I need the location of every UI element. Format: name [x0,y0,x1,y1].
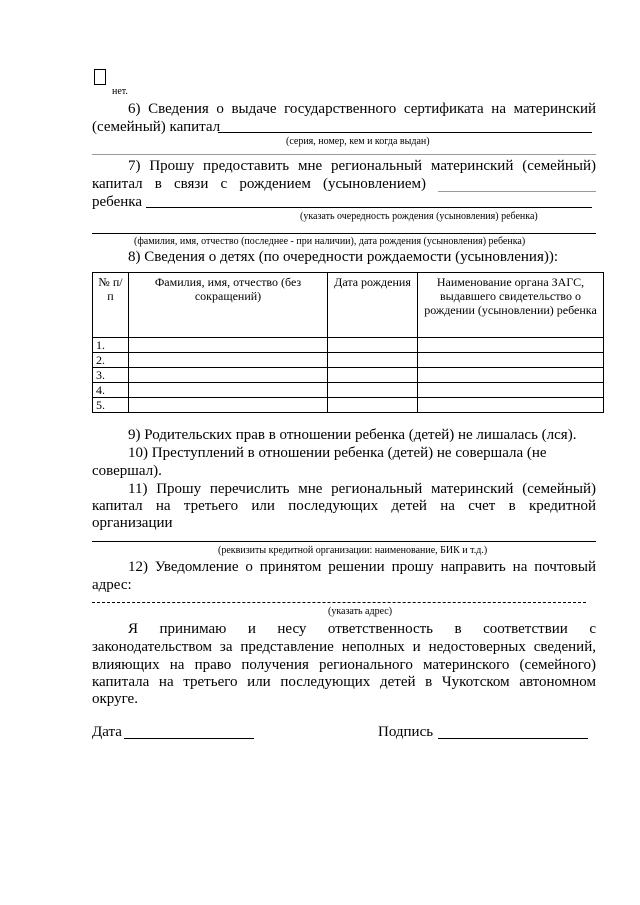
row-number: 1. [93,338,129,353]
s11-caption: (реквизиты кредитной организации: наименование, БИК и т.д.) [218,545,488,556]
resp-line5: округе. [92,691,138,707]
birthdate-cell[interactable] [328,338,418,353]
table-header-row [93,273,604,338]
s10-line2: совершал). [92,463,162,479]
registry-office-cell[interactable] [418,368,604,383]
resp-line2: законодательством за представление неполных и недостоверных сведений, [92,639,596,655]
child-details-field[interactable] [92,233,596,234]
birthdate-cell[interactable] [328,368,418,383]
no-checkbox-label: нет. [112,86,128,97]
birth-order-field[interactable] [438,191,596,192]
fullname-cell[interactable] [129,368,328,383]
bank-details-field[interactable] [92,541,596,542]
birthdate-cell[interactable] [328,398,418,413]
fullname-cell[interactable] [129,383,328,398]
child-field[interactable] [146,207,592,208]
table-row [93,338,604,353]
s12-line2: адрес: [92,577,132,593]
col-header-number: № п/п [93,273,129,338]
birthdate-cell[interactable] [328,383,418,398]
birthdate-cell[interactable] [328,353,418,368]
fullname-cell[interactable] [129,353,328,368]
s7-line1: 7) Прошу предоставить мне региональный материнский (семейный) [128,158,596,174]
registry-office-cell[interactable] [418,398,604,413]
resp-line1: Я принимаю и несу ответственность в соответствии с [128,621,596,637]
s6-caption: (серия, номер, кем и когда выдан) [286,136,430,147]
s7-caption1: (указать очередность рождения (усыновления) ребенка) [300,211,538,222]
date-label: Дата [92,724,122,740]
address-field[interactable] [92,602,586,603]
registry-office-cell[interactable] [418,353,604,368]
s11-line3: организации [92,515,173,531]
fullname-cell[interactable] [129,338,328,353]
col-header-fullname: Фамилия, имя, отчество (без сокращений) [129,273,328,338]
row-number: 2. [93,353,129,368]
signature-label: Подпись [378,724,434,740]
registry-office-cell[interactable] [418,338,604,353]
row-number: 5. [93,398,129,413]
date-field[interactable] [124,738,254,739]
s10-line1: 10) Преступлений в отношении ребенка (детей) не совершала (не [128,445,547,461]
signature-field[interactable] [438,738,588,739]
s6-extra-line [92,154,596,155]
resp-line3: влияющих на право получения регионального материнского (семейного) [92,657,596,673]
s7-line3: ребенка [92,194,142,210]
table-row [93,353,604,368]
s11-line1: 11) Прошу перечислить мне региональный материнский (семейный) [128,481,596,497]
certificate-field[interactable] [218,132,592,133]
col-header-registry-office: Наименование органа ЗАГС, выдавшего свидетельство о рождении (усыновлении) ребенка [418,273,604,338]
col-header-birthdate: Дата рождения [328,273,418,338]
s6-line2: (семейный) капитал [92,119,221,135]
s7-caption2: (фамилия, имя, отчество (последнее - при наличии), дата рождения (усыновления) ребенка) [134,236,526,247]
s9-text: 9) Родительских прав в отношении ребенка (детей) не лишалась (лся). [128,427,577,443]
s12-line1: 12) Уведомление о принятом решении прошу направить на почтовый [128,559,596,575]
table-row [93,383,604,398]
s7-line2: капитал в связи с рождением (усыновлением) [92,176,426,192]
s11-line2: капитал на третьего или последующих детей на счет в кредитной [92,498,596,514]
row-number: 3. [93,368,129,383]
registry-office-cell[interactable] [418,383,604,398]
s8-text: 8) Сведения о детях (по очередности рождаемости (усыновления)): [128,249,559,265]
row-number: 4. [93,383,129,398]
s12-caption: (указать адрес) [328,606,393,617]
no-checkbox[interactable] [94,69,106,85]
table-row [93,368,604,383]
table-row [93,398,604,413]
resp-line4: капитала на третьего или последующих детей в Чукотском автономном [92,674,596,690]
children-table [92,272,604,413]
s6-line1: 6) Сведения о выдаче государственного сертификата на материнский [128,101,596,117]
fullname-cell[interactable] [129,398,328,413]
